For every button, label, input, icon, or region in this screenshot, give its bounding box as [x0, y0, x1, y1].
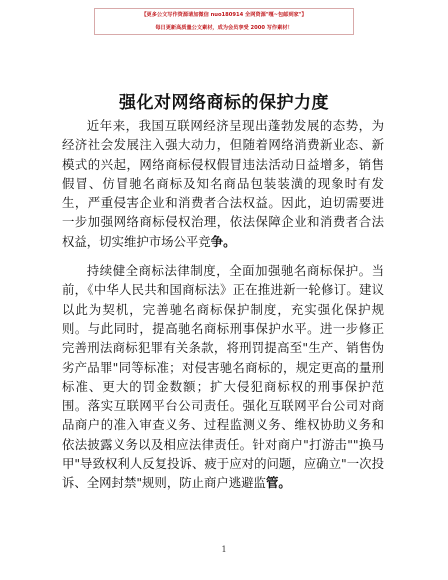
- page-number: 1: [221, 545, 227, 554]
- body-paragraph-1: [62, 116, 384, 251]
- document-body: [62, 116, 384, 503]
- promo-header-line-2: 每日更新高质量公文素材，成为会员享受 2000 写作素材！: [155, 25, 293, 31]
- paragraph-1-text: 近年来，我国互联网经济呈现出蓬勃发展的态势，为经济社会发展注入强大动力，但随着网络消费新业态、新模式的兴起，网络商标侵权假冒违法活动日益增多，销售假冒、仿冒驰名商标及知名商品包装装潢的现象时有发生，严重侵害企业和消费者合法权益。因此，迫切需要进一步加强网络商标侵权治理，依法保障企业和消费者合法权益，切实维护市场公平竞: [62, 118, 384, 249]
- promo-header-line-1: 【更多公文写作资源请加微信 nuo180914 全网资源"嘎~包邮到家"】: [141, 12, 307, 18]
- paragraph-1-end: 争。: [210, 233, 236, 249]
- promo-header-banner: [94, 8, 354, 35]
- paragraph-2-end: 管。: [265, 475, 291, 491]
- body-paragraph-2: [62, 261, 384, 493]
- document-title: 强化对网络商标的保护力度: [119, 93, 329, 113]
- paragraph-2-text: 持续健全商标法律制度，全面加强驰名商标保护。当前，《中华人民共和国商标法》正在推进新一轮修订。建议以此为契机，完善驰名商标保护制度，充实强化保护规则。与此同时，提高驰名商标刑事保护水平。进一步修正完善刑法商标犯罪有关条款，将刑罚提高至"生产、销售伪劣产品罪"同等标准；对侵害驰名商标的，规定更高的量刑标准、更大的罚金数额；扩大侵犯商标权的刑事保护范围。落实互联网平台公司责任。强化互联网平台公司对商品商户的准入审查义务、过程监测义务、维权协助义务和依法披露义务以及相应法律责任。针对商户"打游击""换马甲"导致权利人反复投诉、疲于应对的问题，应确立"一次投诉、全网封禁"规则，防止商户逃避监: [62, 263, 384, 491]
